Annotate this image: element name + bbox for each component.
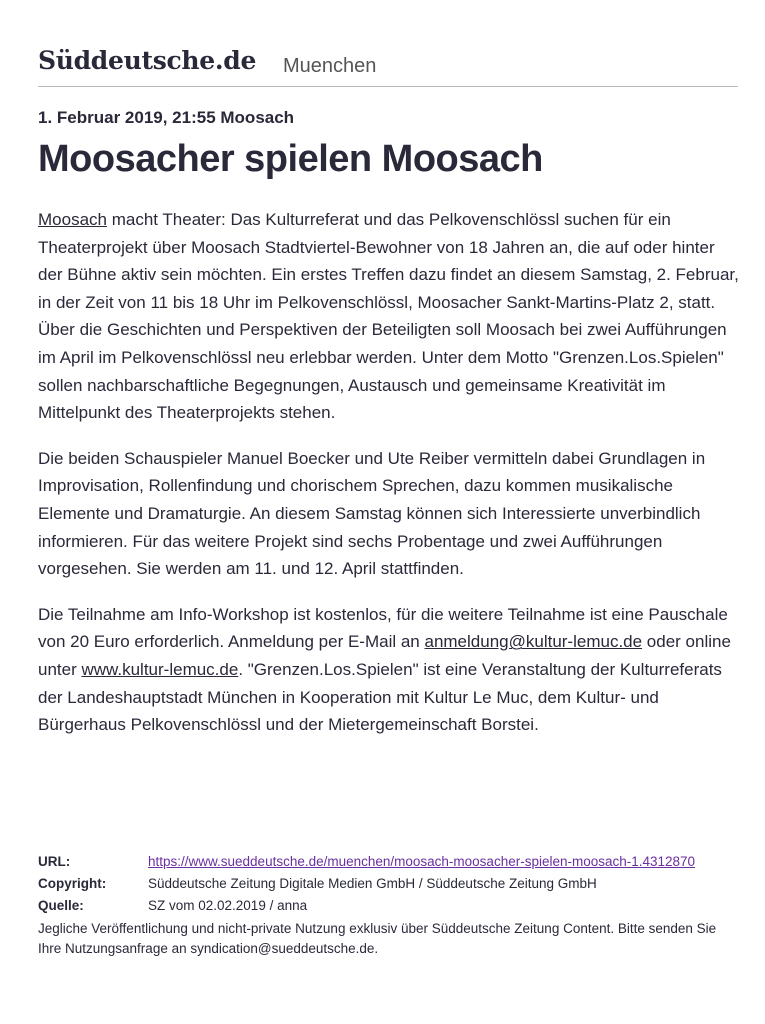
paragraph-1-text: macht Theater: Das Kulturreferat und das Pelkovenschlössl suchen für ein Theaterprojekt über Moosach Stadtviertel-Bewohner von 18 Jahren an, die auf oder hinter der Bühne aktiv sein möchten. Ein erstes Treffen dazu findet an diesem Samstag, 2. Februar, in der Zeit von 11 bis 18 Uhr im Pelkovenschlössl, Moosacher Sankt-Martins-Platz 2, statt. Über die Geschichten und Perspektiven der Beteiligten soll Moosach bei zwei Aufführungen im April im Pelkovenschlössl neu erlebbar werden. Unter dem Motto "Grenzen.Los.Spielen" sollen nachbarschaftliche Begegnungen, Austausch und gemeinsame Kreativität im Mittelpunkt des Theaterprojekts stehen. <box>38 210 739 423</box>
meta-source-row <box>38 895 743 917</box>
usage-disclaimer: Jegliche Veröffentlichung und nicht-private Nutzung exklusiv über Süddeutsche Zeitung Content. Bitte senden Sie Ihre Nutzungsanfrage an syndication@sueddeutsche.de. <box>38 921 717 956</box>
paragraph-3-text-c: . "Grenzen.Los.Spielen" ist eine Veranstaltung der Kulturreferats der Landeshauptstadt München in Kooperation mit Kultur Le Muc, dem Kultur- und Bürgerhaus Pelkovenschlössl und der Mietergemeinschaft Borstei. <box>38 659 722 735</box>
article-dateline: 1. Februar 2019, 21:55 Moosach <box>38 108 295 127</box>
site-logo[interactable]: Süddeutsche.de <box>38 46 257 75</box>
meta-url-row <box>38 851 743 873</box>
moosach-link[interactable]: Moosach <box>38 210 107 229</box>
article-meta <box>38 851 743 959</box>
email-link[interactable]: anmeldung@kultur-lemuc.de <box>424 632 643 652</box>
paragraph-1 <box>38 206 743 427</box>
section-label[interactable]: Muenchen <box>283 55 377 77</box>
paragraph-3 <box>38 601 743 739</box>
url-label: URL: <box>38 854 71 869</box>
paragraph-3-text-a: Die Teilnahme am Info-Workshop ist kostenlos, für die weitere Teilnahme ist eine Pauschale von 20 Euro erforderlich. Anmeldung per E-Mail an <box>38 604 728 652</box>
copyright-value: Süddeutsche Zeitung Digitale Medien GmbH / Süddeutsche Zeitung GmbH <box>148 876 597 891</box>
paragraph-3-text-b: oder online unter <box>38 632 731 679</box>
source-label: Quelle: <box>38 898 84 913</box>
meta-copyright-row <box>38 873 743 895</box>
copyright-label: Copyright: <box>38 876 107 891</box>
source-value: SZ vom 02.02.2019 / anna <box>148 898 308 913</box>
article-url-link[interactable]: https://www.sueddeutsche.de/muenchen/moosach-moosacher-spielen-moosach-1.4312870 <box>148 854 696 869</box>
website-link[interactable]: www.kultur-lemuc.de <box>81 659 239 679</box>
article-body <box>38 206 743 757</box>
masthead <box>38 44 738 87</box>
article-headline: Moosacher spielen Moosach <box>38 138 543 180</box>
paragraph-2: Die beiden Schauspieler Manuel Boecker und Ute Reiber vermitteln dabei Grundlagen in Improvisation, Rollenfindung und chorischem Sprechen, dazu kommen musikalische Elemente und Dramaturgie. An diesem Samstag können sich Interessierte unverbindlich informieren. Für das weitere Projekt sind sechs Probentage und zwei Aufführungen vorgesehen. Sie werden am 11. und 12. April stattfinden. <box>38 448 706 579</box>
